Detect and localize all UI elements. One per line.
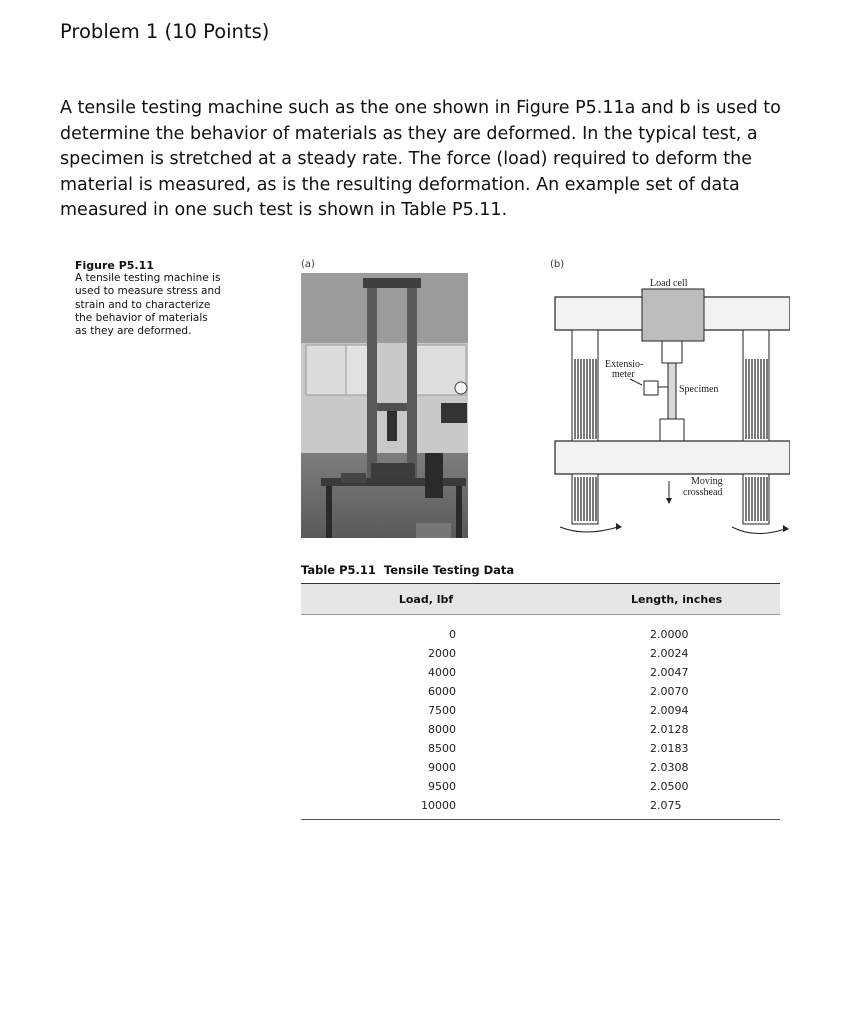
load-cell-value: 4000 <box>428 666 456 679</box>
extensometer <box>644 381 658 395</box>
load-cell-value: 2000 <box>428 647 456 660</box>
table-row <box>301 644 780 663</box>
intro-line: material is measured, as is the resulting deformation. An example set of data <box>60 174 740 195</box>
figure-caption-title: Figure P5.11 <box>75 259 154 272</box>
figure-panel-b <box>550 259 790 544</box>
length-cell-value: 2.0183 <box>650 742 689 755</box>
rotation-arrow-right <box>732 527 785 534</box>
rotation-arrow-left <box>560 527 618 532</box>
intro-line: A tensile testing machine such as the one shown in Figure P5.11a and b is used to <box>60 98 781 118</box>
figure-panel-a <box>301 259 541 539</box>
table-row <box>301 739 780 758</box>
length-cell-value: 2.0047 <box>650 666 689 679</box>
figure-caption-line: A tensile testing machine is <box>75 272 221 285</box>
intro-line: determine the behavior of materials as they are deformed. In the typical test, a <box>60 123 758 144</box>
upper-grip <box>662 341 682 363</box>
figure-caption-line: strain and to characterize <box>75 298 211 311</box>
intro-line: specimen is stretched at a steady rate. The force (load) required to deform the <box>60 149 752 169</box>
load-cell-value: 8500 <box>428 742 456 755</box>
table-row <box>301 682 780 701</box>
length-cell-value: 2.0308 <box>650 761 689 774</box>
length-cell-value: 2.0128 <box>650 723 689 736</box>
moving-crosshead-label-2: crosshead <box>683 487 723 498</box>
length-cell-value: 2.0500 <box>650 780 689 793</box>
figure-caption-line: used to measure stress and <box>75 285 221 298</box>
table-row <box>301 777 780 796</box>
load-cell <box>642 289 704 341</box>
table-title-text: Tensile Testing Data <box>383 563 515 577</box>
problem-statement <box>60 96 800 224</box>
specimen <box>668 363 676 419</box>
length-cell-value: 2.075 <box>531 796 780 820</box>
load-cell-value: 7500 <box>428 704 456 717</box>
table-row <box>301 701 780 720</box>
moving-crosshead-label-1: Moving <box>691 476 723 487</box>
length-cell-value: 2.0094 <box>650 704 689 717</box>
load-cell-value: 9500 <box>428 780 456 793</box>
specimen-label: Specimen <box>679 384 719 395</box>
page-title: Problem 1 (10 Points) <box>60 20 270 43</box>
panel-a-label: (a) <box>301 259 315 270</box>
load-cell-value: 0 <box>449 628 456 641</box>
table-title-number: Table P5.11 <box>301 563 376 577</box>
figure-caption-line: the behavior of materials <box>75 311 208 324</box>
table-row <box>301 758 780 777</box>
tensile-machine-photo <box>301 273 468 538</box>
tensile-data-table <box>301 583 780 820</box>
table-row <box>301 615 780 645</box>
extensometer-label-1: Extensio- <box>605 359 644 370</box>
right-screw-column <box>743 330 769 441</box>
extensometer-label-2: meter <box>612 369 635 380</box>
length-cell-value: 2.0000 <box>650 628 689 641</box>
load-cell-label: Load cell <box>650 278 688 289</box>
figure-caption <box>75 259 225 338</box>
moving-crosshead <box>555 441 790 474</box>
panel-b-label: (b) <box>550 259 565 270</box>
table-row <box>301 663 780 682</box>
load-cell-value: 6000 <box>428 685 456 698</box>
load-cell-value: 8000 <box>428 723 456 736</box>
table-title <box>301 563 780 577</box>
length-cell-value: 2.0024 <box>650 647 689 660</box>
lower-grip <box>660 419 684 441</box>
intro-line: measured in one such test is shown in Table P5.11. <box>60 200 508 220</box>
load-cell-value: 10000 <box>421 799 456 812</box>
header-load: Load, lbf <box>301 584 531 615</box>
table-row <box>301 796 780 820</box>
length-cell-value: 2.0070 <box>650 685 689 698</box>
load-cell-value: 9000 <box>428 761 456 774</box>
left-screw-column <box>572 330 598 441</box>
tensile-data-table-section <box>301 563 780 820</box>
header-length: Length, inches <box>531 584 780 615</box>
tensile-machine-diagram <box>550 259 790 544</box>
figure-caption-line: as they are deformed. <box>75 325 192 338</box>
table-row <box>301 720 780 739</box>
